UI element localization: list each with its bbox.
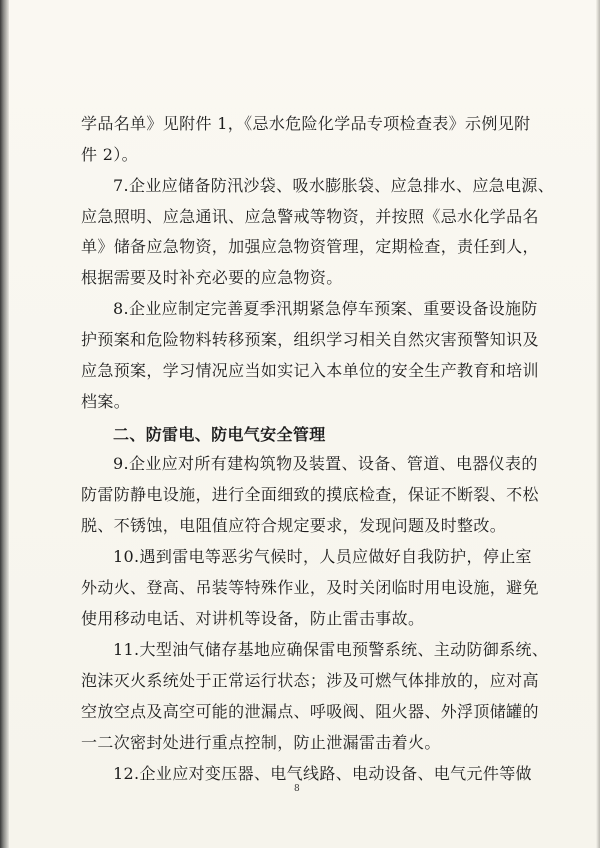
text-line-16: 外动火、登高、吊装等特殊作业，及时关闭临时用电设施，避免 — [81, 578, 539, 597]
text-line-17: 使用移动电话、对讲机等设备，防止雷击事故。 — [81, 609, 425, 628]
text-line-7: 8.企业应制定完善夏季汛期紧急停车预案、重要设备设施防 — [113, 299, 538, 318]
text-line-22: 12.企业应对变压器、电气线路、电动设备、电气元件等做 — [113, 764, 532, 783]
text-line-12: 9.企业应对所有建构筑物及装置、设备、管道、电器仪表的 — [113, 454, 538, 473]
text-line-8: 护预案和危险物料转移预案，组织学习相关自然灾害预警知识及 — [81, 330, 539, 349]
text-line-20: 空放空点及高空可能的泄漏点、呼吸阀、阻火器、外浮顶储罐的 — [81, 702, 539, 721]
text-line-15: 10.遇到雷电等恶劣气候时，人员应做好自我防护，停止室 — [113, 547, 532, 566]
section-heading: 二、防雷电、防电气安全管理 — [113, 425, 326, 444]
page-number: 8 — [294, 784, 300, 794]
text-line-21: 一二次密封处进行重点控制，防止泄漏雷击着火。 — [81, 733, 441, 752]
text-line-10: 档案。 — [81, 392, 131, 411]
text-line-19: 泡沫灭火系统处于正常运行状态；涉及可燃气体排放的，应对高 — [81, 671, 539, 690]
text-line-4: 应急照明、应急通讯、应急警戒等物资，并按照《忌水化学品名 — [81, 207, 539, 226]
scan-left-edge — [0, 0, 9, 848]
text-line-1: 学品名单》见附件 1，《忌水危险化学品专项检查表》示例见附 — [81, 114, 531, 133]
text-line-14: 脱、不锈蚀，电阻值应符合规定要求，发现问题及时整改。 — [81, 516, 507, 535]
scan-right-edge — [596, 0, 600, 848]
text-line-18: 11.大型油气储存基地应确保雷电预警系统、主动防御系统、 — [113, 640, 549, 659]
text-line-2: 件 2）。 — [81, 145, 139, 164]
text-line-3: 7.企业应储备防汛沙袋、吸水膨胀袋、应急排水、应急电源、 — [113, 176, 555, 195]
text-line-6: 根据需要及时补充必要的应急物资。 — [81, 268, 343, 287]
text-line-5: 单》储备应急物资，加强应急物资管理，定期检查，责任到人， — [81, 237, 539, 256]
text-line-13: 防雷防静电设施，进行全面细致的摸底检查，保证不断裂、不松 — [81, 485, 539, 504]
text-line-9: 应急预案，学习情况应当如实记入本单位的安全生产教育和培训 — [81, 361, 539, 380]
